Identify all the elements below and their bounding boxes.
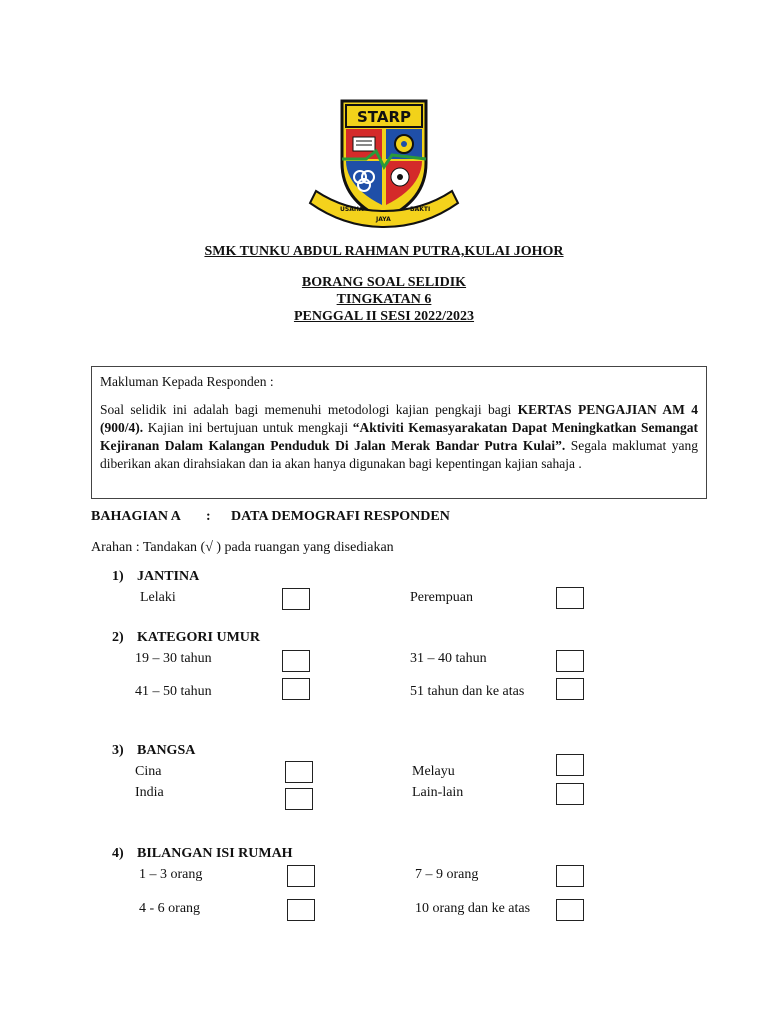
logo-motto-1: USAHA xyxy=(340,206,364,213)
notice-body xyxy=(100,401,698,473)
checkbox-household-10-above[interactable] xyxy=(556,899,584,921)
question-1-number: 1) xyxy=(112,569,124,584)
option-household-7-9: 7 – 9 orang xyxy=(415,867,479,882)
option-lain-lain: Lain-lain xyxy=(412,785,464,800)
question-1-title: JANTINA xyxy=(137,569,200,584)
section-title: DATA DEMOGRAFI RESPONDEN xyxy=(231,509,450,524)
notice-text-2: Kajian ini bertujuan untuk mengkaji xyxy=(143,420,353,435)
checkbox-india[interactable] xyxy=(285,788,313,810)
logo-motto-2: JAYA xyxy=(376,216,391,223)
option-age-41-50: 41 – 50 tahun xyxy=(135,684,212,699)
option-age-19-30: 19 – 30 tahun xyxy=(135,651,212,666)
option-age-51-above: 51 tahun dan ke atas xyxy=(410,684,525,699)
logo-motto-3: BAKTI xyxy=(410,206,431,213)
section-label: BAHAGIAN A xyxy=(91,509,181,524)
option-india: India xyxy=(135,785,164,800)
question-3-number: 3) xyxy=(112,743,124,758)
school-logo xyxy=(296,93,472,231)
form-title-line-2: TINGKATAN 6 xyxy=(336,292,432,307)
school-name: SMK TUNKU ABDUL RAHMAN PUTRA,KULAI JOHOR xyxy=(204,244,564,259)
form-title-line-3: PENGGAL II SESI 2022/2023 xyxy=(293,309,475,324)
section-colon: : xyxy=(206,509,211,524)
checkbox-household-4-6[interactable] xyxy=(287,899,315,921)
option-household-10-above: 10 orang dan ke atas xyxy=(415,901,531,916)
notice-heading: Makluman Kepada Responden : xyxy=(100,374,274,389)
question-2-number: 2) xyxy=(112,630,124,645)
notice-text-1: Soal selidik ini adalah bagi memenuhi metodologi kajian pengkaji bagi xyxy=(100,402,518,417)
checkbox-age-19-30[interactable] xyxy=(282,650,310,672)
checkbox-lelaki[interactable] xyxy=(282,588,310,610)
checkbox-lain-lain[interactable] xyxy=(556,783,584,805)
option-lelaki: Lelaki xyxy=(140,590,176,605)
option-perempuan: Perempuan xyxy=(410,590,473,605)
option-household-1-3: 1 – 3 orang xyxy=(139,867,203,882)
checkbox-household-7-9[interactable] xyxy=(556,865,584,887)
question-4-number: 4) xyxy=(112,846,124,861)
notice-text-3: Segala maklumat yang diberikan akan dirahsiakan dan ia akan hanya digunakan bagi kepentingan kajian sahaja . xyxy=(100,438,699,471)
form-title-line-1: BORANG SOAL SELIDIK xyxy=(301,275,467,290)
checkbox-perempuan[interactable] xyxy=(556,587,584,609)
respondent-notice-box xyxy=(91,366,707,499)
notice-study-title: “Aktiviti Kemasyarakatan Dapat Meningkatkan Semangat Kejiranan Dalam Kalangan Penduduk Di Jalan Merak Bandar Putra Kulai”. xyxy=(100,420,698,453)
checkbox-age-41-50[interactable] xyxy=(282,678,310,700)
option-melayu: Melayu xyxy=(412,764,455,779)
checkbox-melayu[interactable] xyxy=(556,754,584,776)
question-4-title: BILANGAN ISI RUMAH xyxy=(137,846,293,861)
notice-paper-code: KERTAS PENGAJIAN AM 4 (900/4). xyxy=(100,402,698,435)
option-age-31-40: 31 – 40 tahun xyxy=(410,651,487,666)
checkbox-cina[interactable] xyxy=(285,761,313,783)
question-2-title: KATEGORI UMUR xyxy=(137,630,261,645)
checkbox-age-51-above[interactable] xyxy=(556,678,584,700)
question-3-title: BANGSA xyxy=(137,743,196,758)
logo-banner-text: STARP xyxy=(356,108,412,126)
option-cina: Cina xyxy=(135,764,162,779)
checkbox-age-31-40[interactable] xyxy=(556,650,584,672)
option-household-4-6: 4 - 6 orang xyxy=(139,901,201,916)
school-crest-icon xyxy=(296,93,472,231)
instruction-text: Arahan : Tandakan (√ ) pada ruangan yang disediakan xyxy=(91,540,394,555)
checkbox-household-1-3[interactable] xyxy=(287,865,315,887)
